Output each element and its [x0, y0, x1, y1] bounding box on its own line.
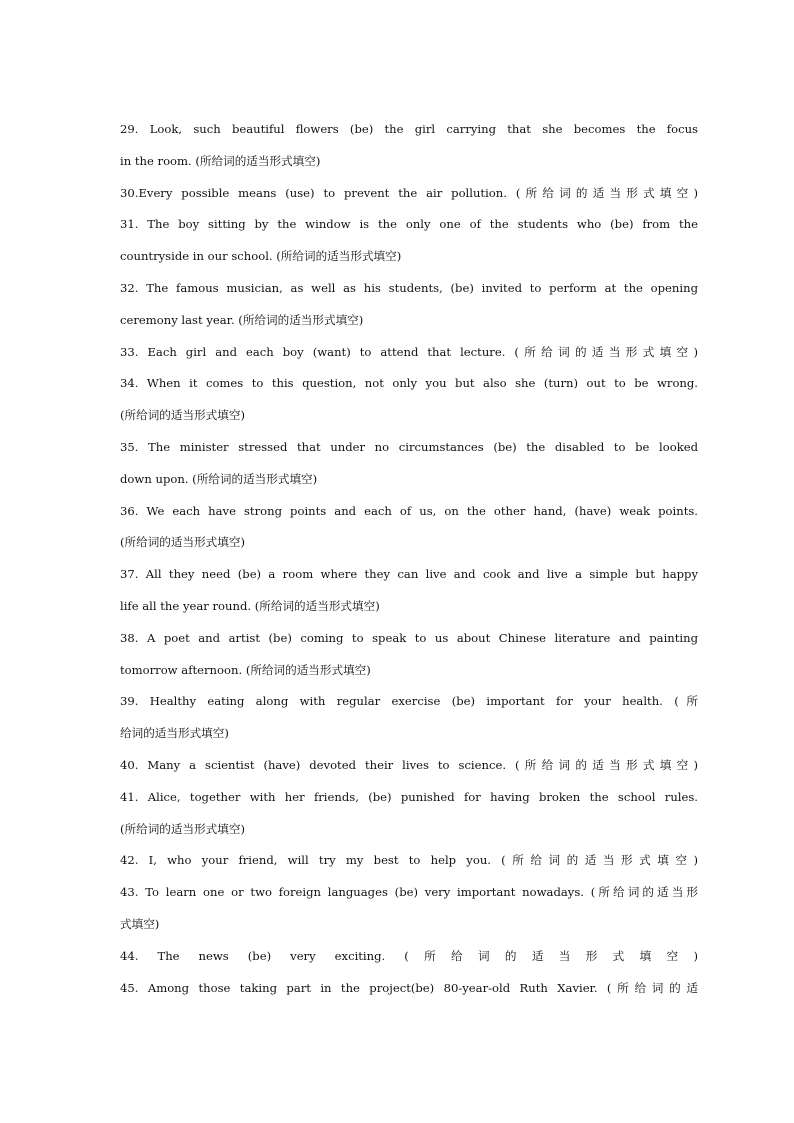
question-30-line-1: 30.Every possible means (use) to prevent the air pollution. (所给词的适当形式填空) — [120, 185, 698, 200]
question-40-line-1: 40. Many a scientist (have) devoted their lives to science. (所给词的适当形式填空) — [120, 757, 698, 772]
question-36-line-1: 36. We each have strong points and each of us, on the other hand, (have) weak points. — [120, 503, 698, 518]
question-31-line-1: 31. The boy sitting by the window is the only one of the students who (be) from the — [120, 217, 698, 232]
document-page — [120, 114, 698, 1004]
question-34-line-2: (所给词的适当形式填空) — [120, 408, 245, 423]
question-37-line-2: life all the year round. (所给词的适当形式填空) — [120, 598, 380, 613]
question-41-line-2: (所给词的适当形式填空) — [120, 821, 245, 836]
question-31-line-2: countryside in our school. (所给词的适当形式填空) — [120, 249, 402, 264]
question-35-line-2: down upon. (所给词的适当形式填空) — [120, 471, 318, 486]
question-35-line-1: 35. The minister stressed that under no circumstances (be) the disabled to be looked — [120, 439, 698, 454]
question-29-line-2: in the room. (所给词的适当形式填空) — [120, 153, 321, 168]
question-29-line-1: 29. Look, such beautiful flowers (be) the girl carrying that she becomes the focus — [120, 122, 698, 136]
question-42-line-1: 42. I, who your friend, will try my best to help you. (所给词的适当形式填空) — [120, 853, 698, 868]
question-44-line-1: 44. The news (be) very exciting. (所给词的适当形式填空) — [120, 948, 698, 963]
question-32-line-2: ceremony last year. (所给词的适当形式填空) — [120, 312, 364, 327]
question-41-line-1: 41. Alice, together with her friends, (be) punished for having broken the school rules. — [120, 789, 698, 804]
question-37-line-1: 37. All they need (be) a room where they can live and cook and live a simple but happy — [120, 567, 698, 582]
question-38-line-2: tomorrow afternoon. (所给词的适当形式填空) — [120, 662, 371, 677]
question-32-line-1: 32. The famous musician, as well as his students, (be) invited to perform at the opening — [120, 280, 698, 295]
question-45-line-1: 45. Among those taking part in the project(be) 80-year-old Ruth Xavier. (所给词的适 — [120, 980, 698, 995]
question-43-line-2: 式填空) — [120, 916, 160, 931]
question-38-line-1: 38. A poet and artist (be) coming to speak to us about Chinese literature and painting — [120, 630, 698, 645]
question-34-line-1: 34. When it comes to this question, not only you but also she (turn) out to be wrong. — [120, 376, 698, 391]
question-33-line-1: 33. Each girl and each boy (want) to attend that lecture. (所给词的适当形式填空) — [120, 344, 698, 359]
question-39-line-2: 给词的适当形式填空) — [120, 726, 229, 741]
question-36-line-2: (所给词的适当形式填空) — [120, 535, 245, 550]
question-39-line-1: 39. Healthy eating along with regular exercise (be) important for your health. (所 — [120, 694, 698, 709]
question-43-line-1: 43. To learn one or two foreign languages (be) very important nowadays. (所给词的适当形 — [120, 885, 698, 900]
